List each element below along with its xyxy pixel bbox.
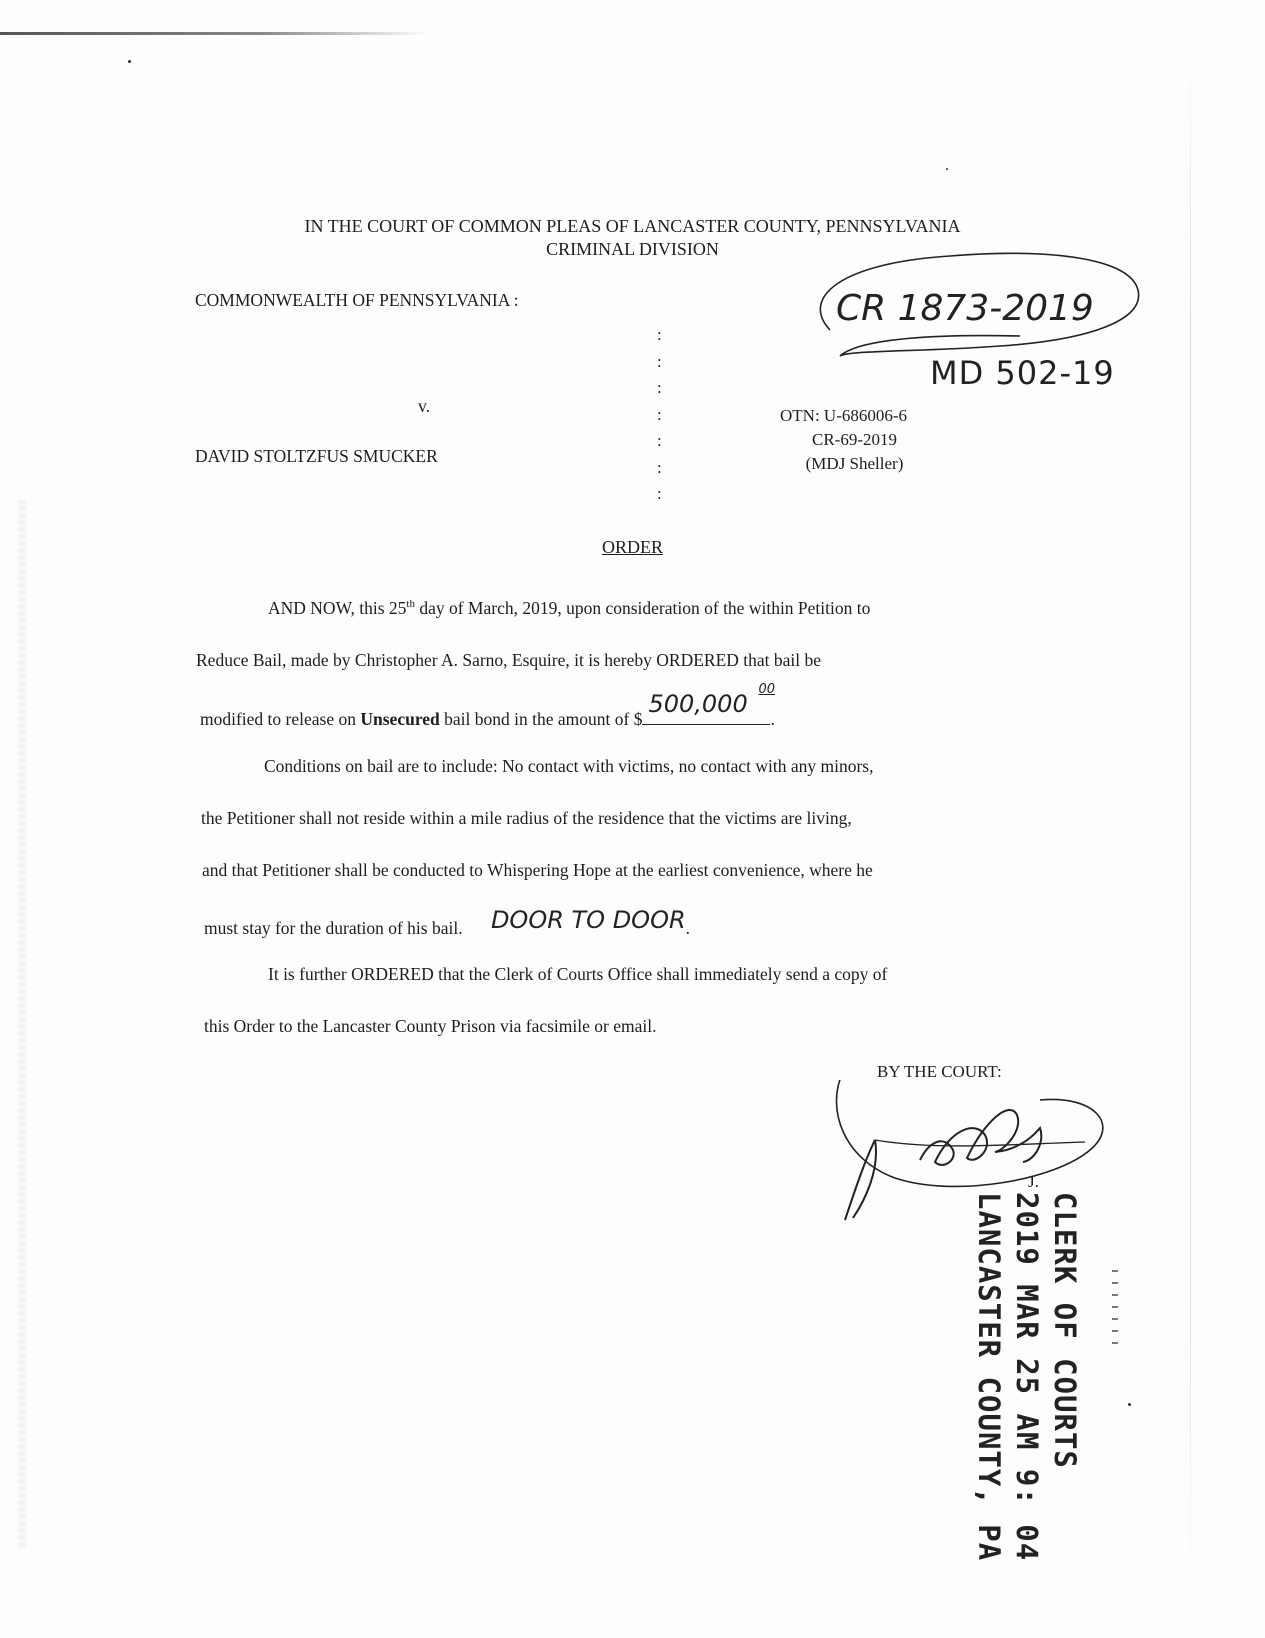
case-info-block [780, 404, 907, 476]
text-segment: AND NOW, this 25 [268, 598, 407, 618]
cr-number: CR-69-2019 [812, 430, 897, 449]
handwritten-docket-number: CR 1873-2019 [836, 288, 1094, 329]
stamp-county: LANCASTER COUNTY, PA [972, 1192, 1006, 1562]
text-segment: day of March, 2019, upon consideration of the within Petition to [414, 598, 871, 618]
colon: : [657, 431, 662, 450]
scan-artifact-edge [1190, 40, 1191, 1600]
court-name: IN THE COURT OF COMMON PLEAS OF LANCASTER COUNTY, PENNSYLVANIA [304, 216, 961, 236]
scan-artifact-left-edge [18, 500, 26, 1550]
colon: : [657, 325, 662, 344]
amount-blank [642, 682, 776, 725]
colon: : [657, 457, 662, 477]
defendant-name: DAVID STOLTZFUS SMUCKER [195, 446, 438, 466]
handwritten-amount: 500,000 [648, 690, 748, 718]
filing-stamp [944, 1192, 1120, 1562]
order-paragraph-line [200, 682, 776, 730]
ordinal-suffix: th [406, 598, 415, 611]
order-paragraph-line: Conditions on bail are to include: No contact with victims, no contact with any minors, [264, 756, 874, 776]
stamp-date-time: 2019 MAR 25 AM 9: 04 [1010, 1192, 1044, 1562]
order-paragraph-line: Reduce Bail, made by Christopher A. Sarno, Esquire, it is hereby ORDERED that bail be [196, 650, 822, 670]
text-segment: must stay for the duration of his bail. [204, 918, 463, 938]
order-paragraph-line [268, 598, 870, 619]
caption-colons [657, 322, 662, 508]
colon: : [657, 484, 662, 503]
stamp-clerk-of-courts: CLERK OF COURTS [1048, 1192, 1082, 1469]
handwritten-door-to-door: DOOR TO DOOR [490, 906, 686, 934]
versus-label: v. [418, 396, 430, 416]
colon: : [657, 404, 662, 424]
scan-artifact-line [0, 32, 430, 35]
text-segment: modified to release on [200, 709, 361, 729]
order-title: ORDER [601, 537, 663, 557]
order-paragraph-line: this Order to the Lancaster County Prison via facsimile or email. [204, 1016, 657, 1036]
order-paragraph-line: the Petitioner shall not reside within a mile radius of the residence that the victims are living, [201, 808, 852, 828]
filing-stamp-text [970, 1192, 1084, 1561]
handwritten-amount-cents: 00 [758, 682, 776, 697]
by-the-court-label: BY THE COURT: [877, 1062, 1002, 1081]
scan-speck [1128, 1403, 1131, 1406]
colon: : [657, 351, 662, 371]
text-segment: . [685, 918, 691, 938]
scan-speck [128, 60, 131, 63]
handwritten-md-number: MD 502-19 [930, 354, 1115, 392]
order-paragraph-line: It is further ORDERED that the Clerk of Courts Office shall immediately send a copy of [268, 964, 888, 984]
colon: : [657, 378, 662, 397]
scan-artifact-dots [1112, 1270, 1118, 1350]
judge-initial: J. [1028, 1172, 1039, 1191]
text-segment: . [770, 709, 775, 729]
otn-number: OTN: U-686006-6 [780, 406, 908, 425]
bold-text-unsecured: Unsecured [360, 709, 440, 729]
scan-speck [946, 168, 948, 170]
order-paragraph-line: and that Petitioner shall be conducted to Whispering Hope at the earliest convenience, where he [202, 860, 873, 880]
text-segment: bail bond in the amount of $ [439, 709, 643, 729]
plaintiff-name: COMMONWEALTH OF PENNSYLVANIA : [195, 290, 519, 310]
court-division: CRIMINAL DIVISION [546, 239, 719, 259]
mdj-name: (MDJ Sheller) [805, 454, 904, 473]
order-paragraph-line [204, 906, 691, 940]
